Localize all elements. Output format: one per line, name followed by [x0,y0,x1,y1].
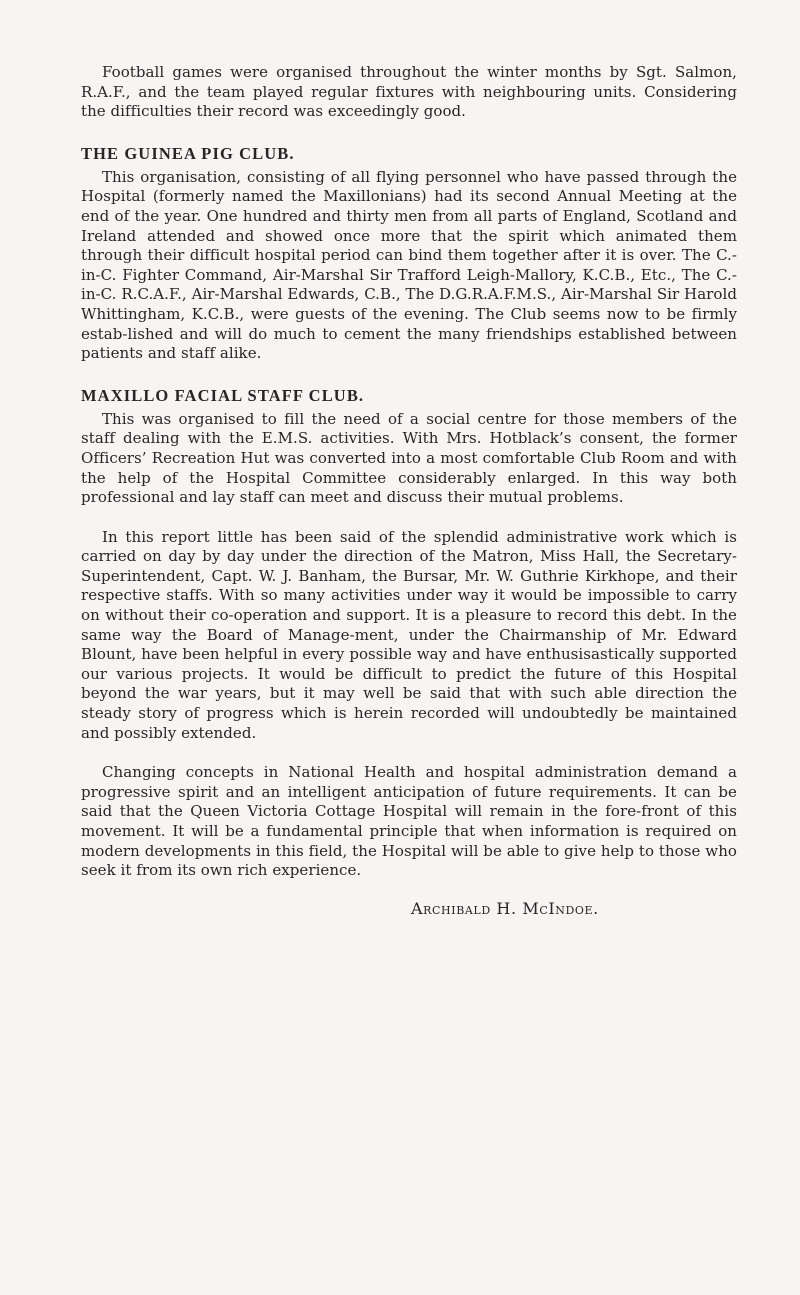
maxillo-facial-staff-club-heading: MAXILLO FACIAL STAFF CLUB. [81,385,365,405]
administration-paragraph: In this report little has been said of the splendid administrative work which is carried on day by day under the direction of the Matron, Miss Hall, the Secretary-Superintendent, Capt. W. J. Banham, the Bursar, Mr. W. Guthrie Kirkhope, and their respective staffs. With so many activities under way it would be impossible to carry on without their co-operation and support. It is a pleasure to record this debt. In the same way the Board of Manage-ment, under the Chairmanship of Mr. Edward Blount, have been helpful in every possible way and have enthusisastically supported our various projects. It would be difficult to predict the future of this Hospital beyond the war years, but it may well be said that with such able direction the steady story of progress which is herein recorded will undoubtedly be maintained and possibly extended. [81,527,737,742]
changing-concepts-paragraph: Changing concepts in National Health and hospital administration demand a progressive spirit and an intelligent anticipation of future requirements. It can be said that the Queen Victoria Cottage Hospital will remain in the fore-front of this movement. It will be a fundamental principle that when information is required on modern developments in this field, the Hospital will be able to give help to those who seek it from its own rich experience. [81,763,737,880]
maxillo-facial-staff-club-paragraph: This was organised to fill the need of a social centre for those members of the staff dealing with the E.M.S. activities. With Mrs. Hotblack’s consent, the former Officers’ Recreation Hut was converted into a most comfortable Club Room and with the help of the Hospital Committee considerably enlarged. In this way both professional and lay staff can meet and discuss their mutual problems. [81,409,737,507]
signature: Archibald H. McIndoe. [411,898,599,918]
guinea-pig-club-paragraph: This organisation, consisting of all flying personnel who have passed through the Hospital (formerly named the Maxillonians) had its second Annual Meeting at the end of the year. One hundred and thirty men from all parts of England, Scotland and Ireland attended and showed once more that the spirit which animated them through their difficult hospital period can bind them together after it is over. The C.-in-C. Fighter Command, Air-Marshal Sir Trafford Leigh-Mallory, K.C.B., Etc., The C.-in-C. R.C.A.F., Air-Marshal Edwards, C.B., The D.G.R.A.F.M.S., Air-Marshal Sir Harold Whittingham, K.C.B., were guests of the evening. The Club seems now to be firmly estab-lished and will do much to cement the many friendships established between patients and staff alike. [81,167,737,363]
document-page [81,63,737,918]
football-paragraph: Football games were organised throughout the winter months by Sgt. Salmon, R.A.F., and the team played regular fixtures with neighbouring units. Considering the difficulties their record was exceedingly good. [81,63,737,121]
guinea-pig-club-heading: THE GUINEA PIG CLUB. [81,143,295,163]
